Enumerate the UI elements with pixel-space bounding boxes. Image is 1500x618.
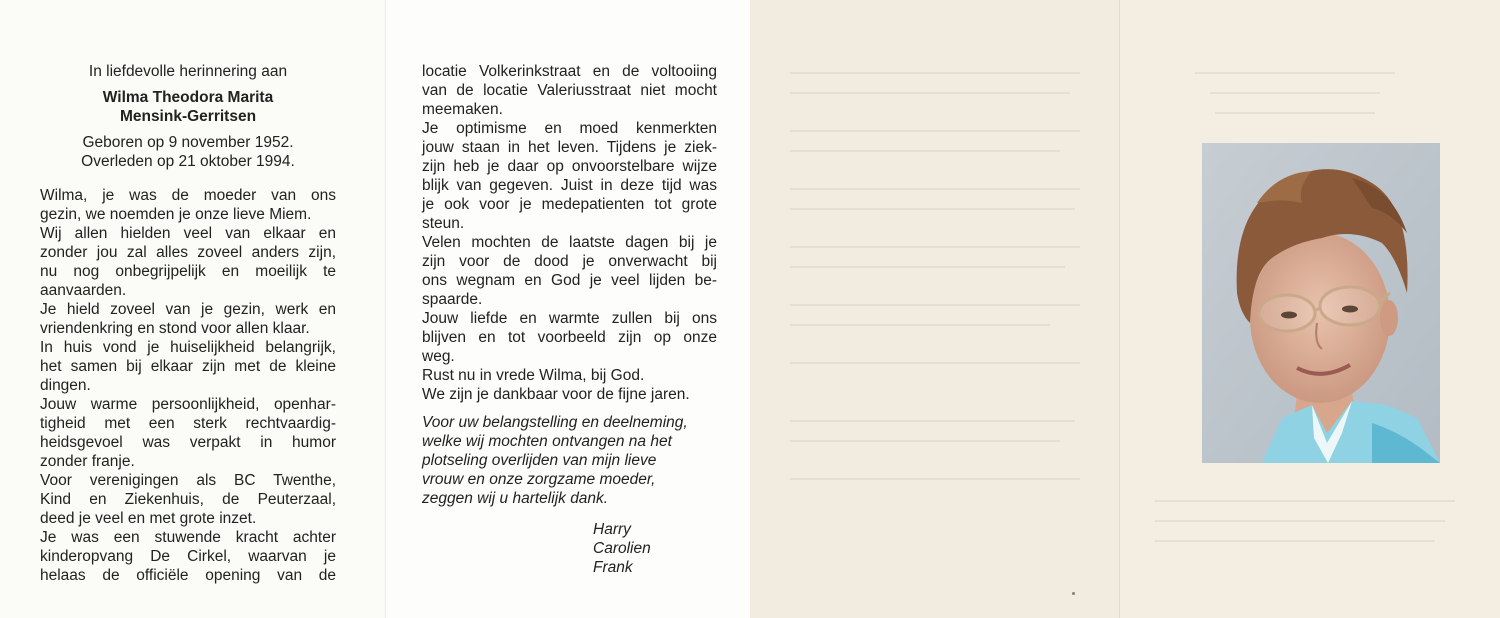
- text-line: meemaken.: [422, 101, 503, 118]
- bleed-through: [1210, 92, 1380, 94]
- text-line: locatie Volkerinkstraat en de voltooiing: [422, 63, 717, 80]
- text-line: nu nog onbegrijpelijk en moeilijk te: [40, 263, 336, 280]
- deceased-name-line1: Wilma Theodora Marita: [102, 88, 274, 106]
- text-line: aanvaarden.: [40, 282, 127, 299]
- bleed-through: [790, 440, 1060, 442]
- bleed-through: [790, 208, 1075, 210]
- text-line: Je was een stuwende kracht achter: [40, 529, 336, 546]
- bleed-through: [790, 246, 1080, 248]
- bleed-through: [790, 478, 1080, 480]
- birth-date: Geboren op 9 november 1952.: [82, 133, 294, 151]
- tribute-text-right: [422, 62, 717, 404]
- text-line: In huis vond je huiselijkheid belangrijk,: [40, 339, 336, 356]
- text-line: Carolien: [593, 540, 651, 557]
- text-line: zeggen wij u hartelijk dank.: [422, 490, 609, 507]
- bleed-through: [790, 92, 1070, 94]
- text-line: zijn voor de dood je onverwacht bij: [422, 253, 717, 270]
- thanks-message: [422, 413, 717, 508]
- bleed-through: [790, 72, 1080, 74]
- text-line: Je optimisme en moed kenmerkten: [422, 120, 717, 137]
- card-panel-right: [386, 0, 750, 618]
- text-line: zijn heb je daar op onvoorstelbare wijze: [422, 158, 717, 175]
- bleed-through: [1155, 540, 1435, 542]
- card-panel-left: [0, 0, 386, 618]
- paper-speck: [1072, 592, 1075, 595]
- text-line: het samen bij elkaar zijn met de kleine: [40, 358, 336, 375]
- signatures: [593, 520, 651, 577]
- text-line: vriendenkring en stond voor allen klaar.: [40, 320, 310, 337]
- text-line: zonder jou zal alles zoveel anders zijn,: [40, 244, 336, 261]
- text-line: Kind en Ziekenhuis, de Peuterzaal,: [40, 491, 336, 508]
- text-line: spaarde.: [422, 291, 483, 308]
- bleed-through: [790, 130, 1080, 132]
- text-line: weg.: [422, 348, 455, 365]
- death-date: Overleden op 21 oktober 1994.: [81, 153, 295, 170]
- text-line: van de locatie Valeriusstraat niet mocht: [422, 82, 717, 99]
- bleed-through: [790, 150, 1060, 152]
- text-line: helaas de officiële opening van de: [40, 567, 336, 584]
- text-line: Wij allen hielden veel van elkaar en: [40, 225, 336, 242]
- text-line: zonder franje.: [40, 453, 135, 470]
- text-line: dingen.: [40, 377, 91, 394]
- text-line: heidsgevoel was verpakt in humor: [40, 434, 336, 451]
- memorial-heading: [40, 62, 336, 172]
- text-line: Jouw liefde en warmte zullen bij ons: [422, 310, 717, 327]
- text-line: Wilma, je was de moeder van ons: [40, 187, 336, 204]
- text-line: Frank: [593, 559, 633, 576]
- portrait-illustration: [1202, 143, 1440, 463]
- tribute-text-left: [40, 186, 336, 585]
- text-line: kinderopvang De Cirkel, waarvan je: [40, 548, 336, 565]
- text-line: blijven en tot voorbeeld zijn op onze: [422, 329, 717, 346]
- bleed-through: [790, 362, 1080, 364]
- text-line: tigheid met een sterk rechtvaardig-: [40, 415, 336, 432]
- text-line: Velen mochten de laatste dagen bij je: [422, 234, 717, 251]
- text-line: Je hield zoveel van je gezin, werk en: [40, 301, 336, 318]
- portrait-photo: [1202, 143, 1440, 463]
- text-line: We zijn je dankbaar voor de fijne jaren.: [422, 386, 690, 403]
- text-line: deed je veel en met grote inzet.: [40, 510, 257, 527]
- intro-line: In liefdevolle herinnering aan: [88, 63, 288, 80]
- card-back-left: [750, 0, 1120, 618]
- text-line: Rust nu in vrede Wilma, bij God.: [422, 367, 645, 384]
- bleed-through: [790, 188, 1080, 190]
- text-line: gezin, we noemden je onze lieve Miem.: [40, 206, 312, 223]
- bleed-through: [790, 304, 1080, 306]
- text-line: plotseling overlijden van mijn lieve: [422, 452, 657, 469]
- bleed-through: [1155, 500, 1455, 502]
- text-line: steun.: [422, 215, 465, 232]
- bleed-through: [1155, 520, 1445, 522]
- bleed-through: [790, 420, 1075, 422]
- text-line: jouw staan in het leven. Tijdens je ziek-: [422, 139, 717, 156]
- text-line: Voor uw belangstelling en deelneming,: [422, 414, 688, 431]
- text-line: Harry: [593, 521, 631, 538]
- text-line: je ook voor je medepatienten tot grote: [422, 196, 717, 213]
- text-line: welke wij mochten ontvangen na het: [422, 433, 672, 450]
- text-line: Jouw warme persoonlijkheid, openhar-: [40, 396, 336, 413]
- deceased-name-line2: Mensink-Gerritsen: [119, 108, 257, 125]
- bleed-through: [1195, 72, 1395, 74]
- text-line: blijk van gegeven. Juist in deze tijd was: [422, 177, 717, 194]
- bleed-through: [790, 266, 1065, 268]
- bleed-through: [1215, 112, 1375, 114]
- text-line: vrouw en onze zorgzame moeder,: [422, 471, 656, 488]
- text-line: ons wegnam en God je veel lijden be-: [422, 272, 717, 289]
- bleed-through: [790, 324, 1050, 326]
- text-line: Voor verenigingen als BC Twenthe,: [40, 472, 336, 489]
